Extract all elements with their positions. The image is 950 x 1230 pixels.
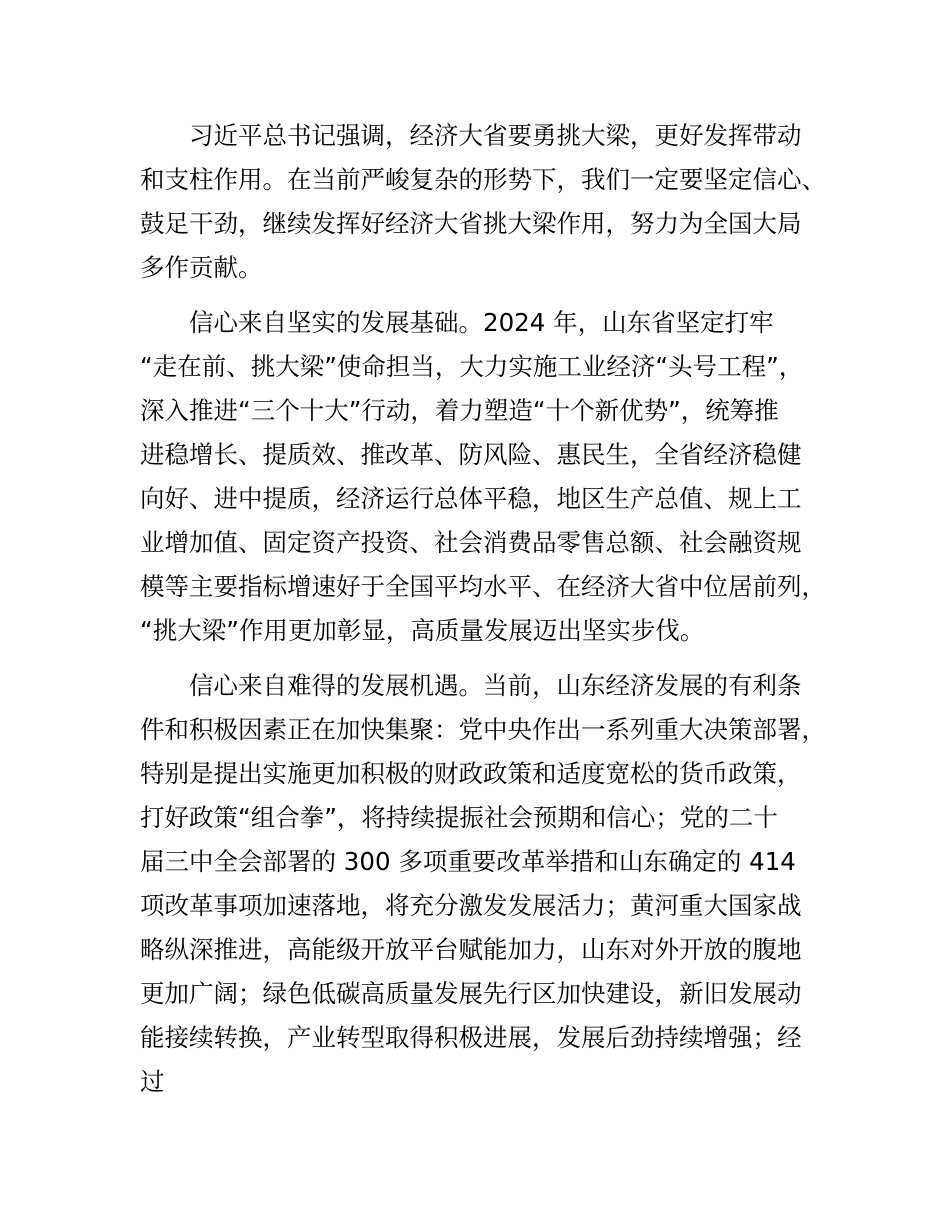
text-line: 打好政策“组合拳”，将持续提振社会预期和信心；党的二十 [140, 803, 778, 832]
text-line: 业增加值、固定资产投资、社会消费品零售总额、社会融资规 [140, 528, 802, 557]
text-line: “走在前、挑大梁”使命担当，大力实施工业经济“头号工程”， [140, 352, 804, 381]
text-line: 更加广阔；绿色低碳高质量发展先行区加快建设，新旧发展动 [140, 979, 802, 1008]
text-line: 件和积极因素正在加快集聚：党中央作出一系列重大决策部署， [140, 715, 826, 744]
text-line: 过 [140, 1067, 165, 1096]
text-line: 进稳增长、提质效、推改革、防风险、惠民生，全省经济稳健 [140, 440, 802, 469]
text-line: 习近平总书记强调，经济大省要勇挑大梁，更好发挥带动 [140, 121, 802, 150]
paragraph-3 [140, 664, 840, 1104]
text-line: 和支柱作用。在当前严峻复杂的形势下，我们一定要坚定信心、 [140, 165, 826, 194]
text-line: “挑大梁”作用更加彰显，高质量发展迈出坚实步伐。 [140, 616, 705, 645]
text-line: 多作贡献。 [140, 253, 263, 282]
text-line: 届三中全会部署的 300 多项重要改革举措和山东确定的 414 [140, 847, 796, 876]
text-line: 特别是提出实施更加积极的财政政策和适度宽松的货币政策， [140, 759, 802, 788]
paragraph-1 [140, 114, 840, 290]
text-line: 深入推进“三个十大”行动，着力塑造“十个新优势”，统筹推 [140, 396, 779, 425]
paragraph-2 [140, 301, 840, 653]
text-line: 信心来自坚实的发展基础。2024 年，山东省坚定打牢 [140, 308, 774, 337]
text-line: 略纵深推进，高能级开放平台赋能加力，山东对外开放的腹地 [140, 935, 802, 964]
text-line: 信心来自难得的发展机遇。当前，山东经济发展的有利条 [140, 671, 802, 700]
body-text [140, 114, 840, 1115]
text-line: 模等主要指标增速好于全国平均水平、在经济大省中位居前列， [140, 572, 826, 601]
text-line: 鼓足干劲，继续发挥好经济大省挑大梁作用，努力为全国大局 [140, 209, 802, 238]
text-line: 向好、进中提质，经济运行总体平稳，地区生产总值、规上工 [140, 484, 802, 513]
text-line: 项改革事项加速落地，将充分激发发展活力；黄河重大国家战 [140, 891, 802, 920]
text-line: 能接续转换，产业转型取得积极进展，发展后劲持续增强；经 [140, 1023, 802, 1052]
